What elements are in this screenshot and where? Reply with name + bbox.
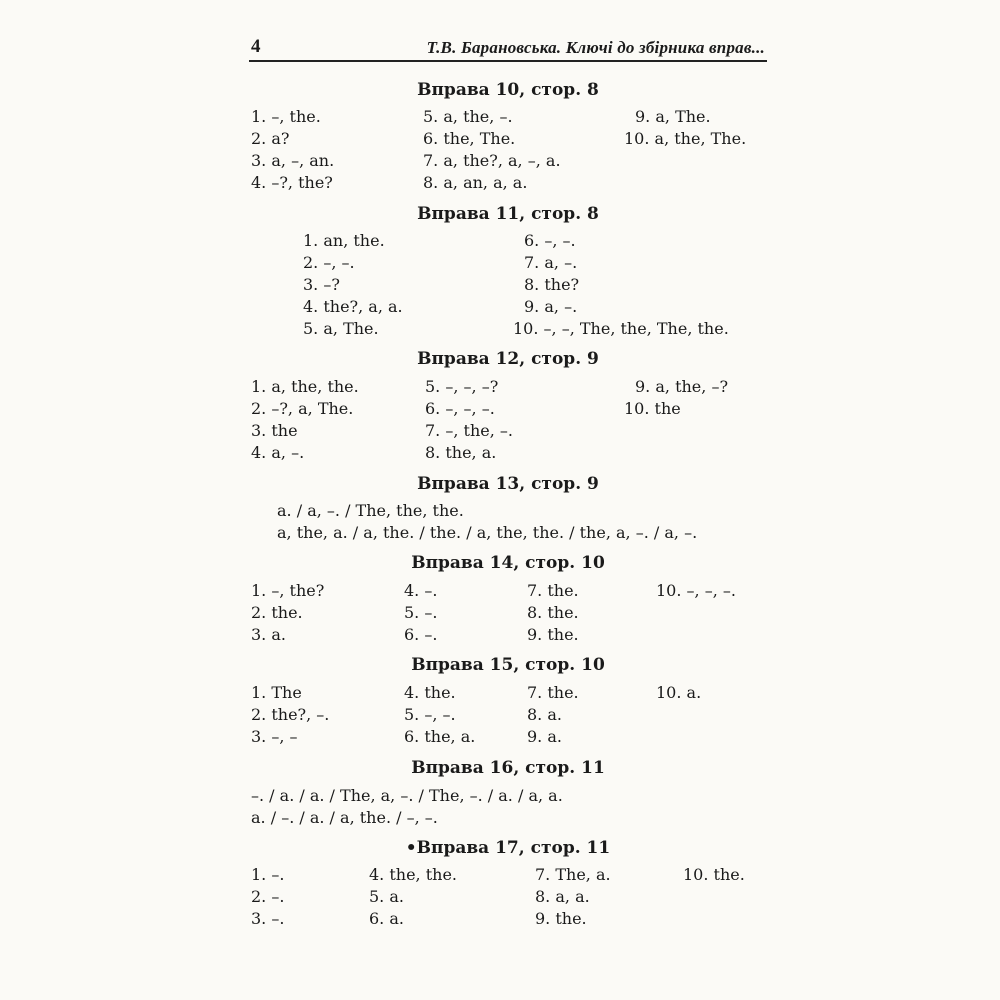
answer-item: 1. an, the. (303, 231, 385, 250)
answer-item: 7. The, a. (535, 865, 611, 884)
answer-item: 6. –. (404, 625, 438, 644)
answer-line: a. / –. / a. / a, the. / –, –. (251, 808, 438, 827)
answer-item: 6. a. (369, 909, 404, 928)
answer-item: 2. the. (251, 603, 303, 622)
answer-item: 5. a, The. (303, 319, 379, 338)
answer-item: 5. –, –. (404, 705, 456, 724)
answer-item: 7. a, –. (524, 253, 578, 272)
answer-item: 3. a. (251, 625, 286, 644)
answer-item: 3. –? (303, 275, 340, 294)
section-title-15: Вправа 15, стор. 10 (411, 655, 605, 675)
answer-item: 9. the. (527, 625, 579, 644)
answer-item: 1. a, the, the. (251, 377, 359, 396)
answer-item: 7. a, the?, a, –, a. (423, 151, 561, 170)
section-title-11: Вправа 11, стор. 8 (417, 204, 599, 224)
answer-item: 6. the, a. (404, 727, 476, 746)
answer-item: 10. the. (683, 865, 745, 884)
answer-item: 2. the?, –. (251, 705, 330, 724)
answer-item: 8. a, a. (535, 887, 590, 906)
answer-item: 4. a, –. (251, 443, 305, 462)
answer-item: 9. a. (527, 727, 562, 746)
page-header (249, 38, 767, 62)
answer-item: 1. The (251, 683, 302, 702)
answer-item: 9. the. (535, 909, 587, 928)
answer-item: 5. –. (404, 603, 438, 622)
section-title-16: Вправа 16, стор. 11 (411, 758, 605, 778)
answer-item: 9. a, –. (524, 297, 578, 316)
answer-item: 6. –, –, –. (425, 399, 495, 418)
answer-item: 4. the?, a, a. (303, 297, 403, 316)
answer-item: 8. the, a. (425, 443, 497, 462)
answer-item: 1. –, the. (251, 107, 321, 126)
answer-item: 4. –. (404, 581, 438, 600)
page-number: 4 (251, 36, 261, 57)
answer-item: 8. the. (527, 603, 579, 622)
answer-item: 3. a, –, an. (251, 151, 335, 170)
answer-item: 6. –, –. (524, 231, 576, 250)
running-head: Т.В. Барановська. Ключі до збірника вправ... (426, 38, 765, 57)
section-title-13: Вправа 13, стор. 9 (417, 474, 599, 494)
answer-item: 5. a, the, –. (423, 107, 513, 126)
section-title-12: Вправа 12, стор. 9 (417, 349, 599, 369)
answer-item: 8. a. (527, 705, 562, 724)
answer-item: 7. the. (527, 683, 579, 702)
section-title-17: •Вправа 17, стор. 11 (405, 838, 611, 858)
answer-item: 8. the? (524, 275, 580, 294)
answer-line: –. / a. / a. / The, a, –. / The, –. / a. / a, a. (251, 786, 563, 805)
answer-item: 3. –, – (251, 727, 298, 746)
answer-item: 2. –?, a, The. (251, 399, 354, 418)
answer-item: 2. a? (251, 129, 290, 148)
answer-item: 7. the. (527, 581, 579, 600)
answer-item: 10. a, the, The. (624, 129, 747, 148)
answer-item: 10. the (624, 399, 681, 418)
answer-item: 7. –, the, –. (425, 421, 513, 440)
answer-item: 4. –?, the? (251, 173, 333, 192)
answer-item: 10. –, –, –. (656, 581, 736, 600)
section-title-14: Вправа 14, стор. 10 (411, 553, 605, 573)
answer-item: 10. a. (656, 683, 702, 702)
answer-line: a. / a, –. / The, the, the. (277, 501, 464, 520)
answer-item: 6. the, The. (423, 129, 516, 148)
answer-item: 5. a. (369, 887, 404, 906)
answer-item: 2. –, –. (303, 253, 355, 272)
answer-item: 9. a, The. (635, 107, 711, 126)
section-title-10: Вправа 10, стор. 8 (417, 80, 599, 100)
answer-item: 5. –, –, –? (425, 377, 499, 396)
answer-item: 3. the (251, 421, 298, 440)
answer-item: 9. a, the, –? (635, 377, 729, 396)
answer-item: 3. –. (251, 909, 285, 928)
answer-item: 2. –. (251, 887, 285, 906)
answer-item: 4. the, the. (369, 865, 458, 884)
answer-item: 4. the. (404, 683, 456, 702)
answer-item: 10. –, –, The, the, The, the. (513, 319, 729, 338)
answer-item: 1. –, the? (251, 581, 325, 600)
answer-item: 1. –. (251, 865, 285, 884)
answer-item: 8. a, an, a, a. (423, 173, 528, 192)
answer-line: a, the, a. / a, the. / the. / a, the, the. / the, a, –. / a, –. (277, 523, 698, 542)
